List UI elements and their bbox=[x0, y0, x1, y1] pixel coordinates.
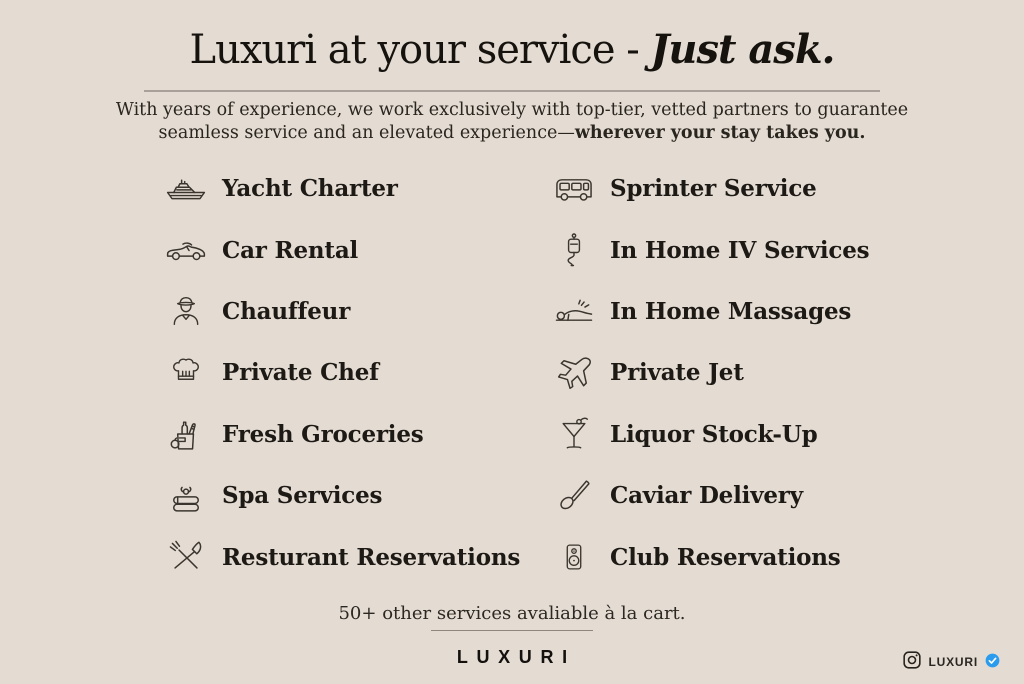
service-label: Fresh Groceries bbox=[222, 420, 424, 448]
service-item-club-reservations bbox=[551, 526, 869, 587]
martini-icon bbox=[551, 413, 597, 455]
spa-towels-icon bbox=[163, 475, 209, 517]
service-item-car-rental bbox=[163, 219, 520, 280]
page-title-regular: Luxuri at your service - bbox=[189, 27, 651, 73]
chauffeur-icon bbox=[163, 291, 209, 331]
service-item-in-home-iv-services bbox=[551, 219, 869, 280]
brand-wordmark: LUXURI bbox=[456, 647, 576, 667]
page-title bbox=[0, 26, 1024, 73]
service-label: Caviar Delivery bbox=[610, 482, 803, 510]
service-item-yacht-charter bbox=[163, 158, 520, 219]
service-label: Sprinter Service bbox=[610, 175, 817, 203]
caviar-spoon-icon bbox=[551, 475, 597, 517]
service-label: Private Chef bbox=[222, 359, 379, 387]
van-icon bbox=[551, 168, 597, 210]
services-column-left bbox=[163, 158, 520, 588]
service-item-spa-services bbox=[163, 465, 520, 526]
grocery-bag-icon bbox=[163, 413, 209, 455]
service-item-caviar-delivery bbox=[551, 465, 869, 526]
service-label: In Home Massages bbox=[610, 297, 852, 325]
massage-icon bbox=[551, 290, 597, 332]
subtitle-line2: seamless service and an elevated experience—wherever your stay takes you. bbox=[158, 123, 866, 143]
subtitle bbox=[0, 99, 1024, 145]
footer-note: 50+ other services avaliable à la cart. bbox=[338, 603, 686, 624]
convertible-car-icon bbox=[163, 229, 209, 271]
page-title-italic: Just ask. bbox=[650, 26, 835, 73]
service-label: Resturant Reservations bbox=[222, 543, 521, 571]
service-label: Chauffeur bbox=[222, 297, 351, 325]
service-item-private-chef bbox=[163, 342, 520, 403]
crossed-utensils-icon bbox=[163, 536, 209, 578]
service-item-private-jet bbox=[551, 342, 869, 403]
iv-drip-icon bbox=[551, 228, 597, 272]
verified-badge-icon bbox=[985, 653, 1000, 672]
service-label: In Home IV Services bbox=[610, 236, 870, 264]
service-item-in-home-massages bbox=[551, 281, 869, 342]
service-label: Yacht Charter bbox=[222, 175, 398, 203]
instagram-handle: LUXURI bbox=[928, 655, 978, 669]
subtitle-line1: With years of experience, we work exclusively with top-tier, vetted partners to guarantee bbox=[115, 100, 909, 120]
service-label: Club Reservations bbox=[610, 543, 841, 571]
yacht-icon bbox=[163, 168, 209, 210]
footer-note-underline bbox=[431, 630, 593, 631]
jet-icon bbox=[551, 352, 597, 394]
service-label: Car Rental bbox=[222, 236, 359, 264]
title-divider bbox=[144, 90, 880, 92]
speaker-icon bbox=[551, 536, 597, 578]
service-label: Private Jet bbox=[610, 359, 744, 387]
service-item-fresh-groceries bbox=[163, 404, 520, 465]
service-label: Liquor Stock-Up bbox=[610, 420, 818, 448]
services-column-right bbox=[551, 158, 869, 588]
instagram-icon bbox=[902, 650, 922, 674]
service-item-chauffeur bbox=[163, 281, 520, 342]
service-item-liquor-stock-up bbox=[551, 404, 869, 465]
chef-hat-icon bbox=[163, 353, 209, 393]
service-label: Spa Services bbox=[222, 482, 383, 510]
instagram-badge bbox=[902, 650, 1000, 674]
service-item-sprinter-service bbox=[551, 158, 869, 219]
service-item-resturant-reservations bbox=[163, 526, 520, 587]
